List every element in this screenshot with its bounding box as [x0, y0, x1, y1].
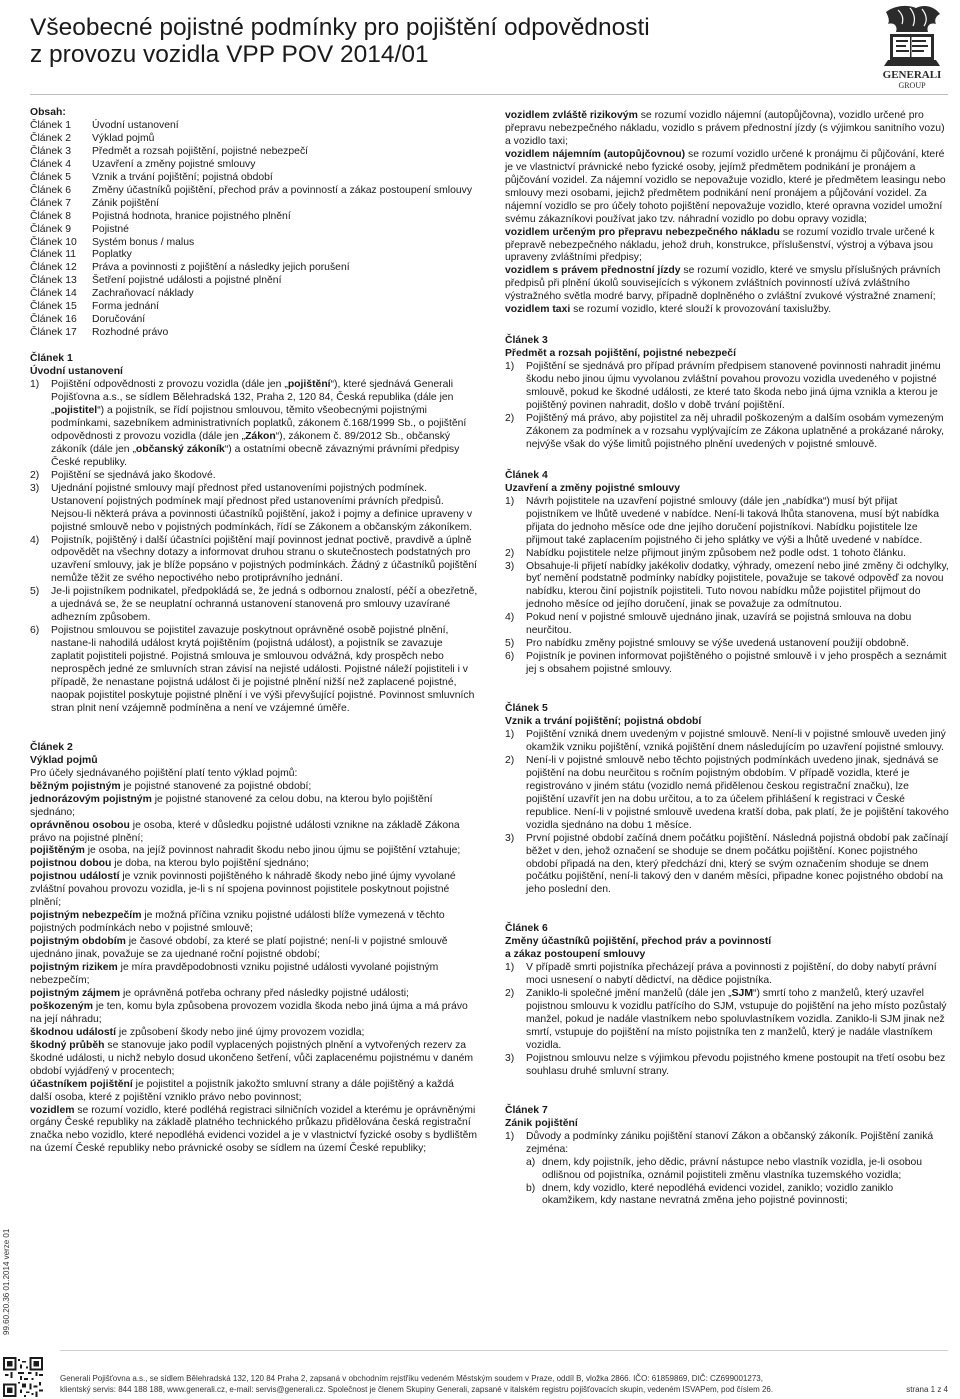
table-of-contents: [30, 107, 478, 340]
right-column: [505, 110, 950, 1208]
list-item: 2) Pojištění se sjednává jako škodové.: [30, 470, 478, 483]
toc-item-title: Doručování: [92, 314, 146, 326]
toc-item-title: Systém bonus / malus: [92, 236, 195, 248]
article-3: [505, 335, 950, 452]
list-item-text: Důvody a podmínky zániku pojištění stanoví Zákon a občanský zákoník. Pojištění zaniká zejména:: [526, 1130, 934, 1155]
toc-item[interactable]: [30, 120, 478, 133]
article-title: Předmět a rozsah pojištění, pojistné nebezpečí: [505, 348, 736, 360]
toc-item[interactable]: [30, 146, 478, 159]
definition: pojistnou dobou je doba, na kterou bylo pojištění sjednáno;: [30, 858, 309, 870]
toc-item-title: Forma jednání: [92, 301, 159, 313]
toc-item-number: Článek 3: [30, 145, 72, 157]
list-item: 1) Pojištění odpovědnosti z provozu vozidla (dále jen „pojištění“), které sjednává Generali Pojišťovna a.s., se sídlem Bělehradská 132, Praha 2, 120 84, Česká republika (dále jen „pojistitel“) a pojistník, se řídí pojistnou smlouvou, těmito všeobecnými pojistnými podmínkami, sazebníkem administrativních poplatků, zákonem č.168/1999 Sb., o pojištění odpovědnosti z provozu vozidla (dále jen „Zákon“), zákonem č. 89/2012 Sb., občanský zákoník (dále jen „občanský zákoník“) a ostatními obecně závaznými právními předpisy České republiky.: [30, 379, 478, 470]
toc-item[interactable]: [30, 314, 478, 327]
list-item-text: Pojištění odpovědnosti z provozu vozidla (dále jen „pojištění“), které sjednává Generali Pojišťovna a.s., se sídlem Bělehradská 132, Praha 2, 120 84, Česká republika (dále jen „pojistitel“) a pojistník, se řídí pojistnou smlouvou, těmito všeobecnými pojistnými podmínkami, sazebníkem administrativních poplatků, zákonem č.168/1999 Sb., o pojištění odpovědnosti z provozu vozidla (dále jen „Zákon“), zákonem č. 89/2012 Sb., občanský zákoník (dále jen „občanský zákoník“) a ostatními obecně závaznými právními předpisy České republiky.: [51, 379, 467, 468]
toc-item[interactable]: [30, 224, 478, 237]
definition: pojistným rizikem je míra pravděpodobnosti vzniku pojistné události vyvolané pojistným nebezpečím;: [30, 962, 439, 986]
toc-item-title: Pojistné: [92, 223, 129, 235]
document-code: 99.60.20.36 01.2014 verze 01: [2, 1228, 11, 1335]
definition: vozidlem zvláště rizikovým se rozumí vozidlo nájemní (autopůjčovna), vozidlo určené pro přepravu nebezpečného nákladu, vozidlo s právem přednostní jízdy (s výjimkou sanitního vozu) a vozidlo taxi;: [505, 110, 945, 147]
footer-divider: [60, 1350, 948, 1351]
definition: běžným pojistným je pojistné stanovené za pojistné období;: [30, 780, 312, 792]
list-item: 1) Pojištění se sjednává pro případ právním předpisem stanovené povinnosti nahradit jinému škodu nebo jinou újmu vyvolanou zvláštní povahou provozu vozidla uvedeného v pojistné smlouvě, pokud ke škodné události, ze které tato škoda nebo jiná újma vznikla a kterou je pojištěný povinen nahradit, došlo v době trvání pojištění.: [505, 361, 950, 413]
list-item-text: Ujednání pojistné smlouvy mají přednost před ustanoveními pojistných podmínek. Ustanovení pojistných podmínek mají přednost před ustanoveními právních předpisů. Nejsou-li některá práva a povinnosti účastníků pojištění, jakož i pojmy a definice upraveny v pojistné smlouvě nebo v pojistných podmínkách, řídí se Zákonem a občanským zákoníkem.: [51, 482, 473, 533]
list-item: 4) Pojistník, pojištěný i další účastníci pojištění mají povinnost jednat poctivě, pravdivě a úplně odpovědět na všechny dotazy a informovat druhou stranu o skutečnostech podstatných pro uzavření smlouvy, jak je blíže popsáno v pojistných podmínkách. Žádný z účastníků pojištění nemůže těžit ze svého nepoctivého nebo protiprávního jednání.: [30, 534, 478, 585]
list-item-text: Pojištěný má právo, aby pojistitel za něj uhradil poškozeným a dalším osobám vymezeným Zákonem za podmínek a v rozsahu vyplývajícím ze Zákona uplatněné a prokázané nároky, nejvýše však do výše limitů pojistného plnění uvedených v pojistné smlouvě.: [526, 412, 944, 450]
list-item-text: První pojistné období začíná dnem počátku pojištění. Následná pojistná období pak začínají běžet v den, jehož označení se shoduje se dnem počátku pojištění. Konec pojistného období připadá na den, který předchází dni, který se svým označením shoduje se dnem počátku pojištění, není-li takový den v daném měsíci, připadne konec pojistného období na jeho poslední den.: [526, 832, 949, 896]
list-item: 1) Důvody a podmínky zániku pojištění stanoví Zákon a občanský zákoník. Pojištění zaniká zejména:: [505, 1131, 950, 1157]
article-number: Článek 6: [505, 923, 548, 935]
toc-item-number: Článek 8: [30, 210, 72, 222]
toc-item[interactable]: [30, 249, 478, 262]
lion-logo-icon: [876, 4, 948, 90]
toc-item-title: Předmět a rozsah pojištění, pojistné nebezpečí: [92, 145, 309, 157]
list-item-text: Pojistník je povinen informovat pojištěného o pojistné smlouvě i v jeho prospěch a seznámit jej s obsahem pojistné smlouvy.: [526, 651, 947, 676]
article-title: Uzavření a změny pojistné smlouvy: [505, 482, 680, 494]
toc-item-title: Pojistná hodnota, hranice pojistného plnění: [92, 210, 291, 222]
list-item: 3) Pojistnou smlouvu nelze s výjimkou převodu pojistného kmene postoupit na třetí osobu bez souhlasu druhé smluvní strany.: [505, 1053, 950, 1079]
toc-list: [30, 120, 478, 340]
article-5: [505, 703, 950, 897]
list-item: 2) Zaniklo-li společné jmění manželů (dále jen „SJM“) smrtí toho z manželů, který uzavřel pojistnou smlouvu k vozidlu patřícího do SJM, vstupuje do pojištění na jeho místo pozůstalý manžel, pokud je nadále vlastníkem nebo spoluvlastníkem vozidla. Zaniklo-li SJM jinak než smrtí, vstupuje do pojištění na místo pojistníka ten z manželů, který je nadále vlastníkem vozidla.: [505, 988, 950, 1053]
list-item-text: Návrh pojistitele na uzavření pojistné smlouvy (dále jen „nabídka“) musí být přijat pojistníkem ve lhůtě uvedené v nabídce. Není-li taková lhůta stanovena, musí být nabídka přijata do jednoho měsíce ode dne jejího doručení pojistníkovi. Nabídku pojistitele lze přijmout také zaplacením pojistného či jeho splátky ve výši a lhůtě uvedené v nabídce.: [526, 495, 939, 546]
definition: pojistným obdobím je časové období, za které se platí pojistné; není-li v pojistné smlouvě ujednáno jinak, považuje se za ujednané roční pojistné období;: [30, 936, 448, 961]
article-number: Článek 5: [505, 703, 548, 715]
toc-item[interactable]: [30, 327, 478, 340]
list-item: 4) Pokud není v pojistné smlouvě ujednáno jinak, uzavírá se pojistná smlouva na dobu neurčitou.: [505, 612, 950, 638]
definition: oprávněnou osobou je osoba, které v důsledku pojistné události vznikne na základě Zákona právo na pojistné plnění;: [30, 819, 460, 844]
toc-item[interactable]: [30, 301, 478, 314]
list-item-text: Je-li pojistníkem podnikatel, předpokládá se, že jedná s odbornou znalostí, péčí a obezřetně, a ujednává se, že se neuplatní ochranná ustanovení stanovená pro smlouvy uzavírané adhezním způsobem.: [51, 586, 478, 624]
definition: pojištěným je osoba, na jejíž povinnost nahradit škodu nebo jinou újmu se pojištění vztahuje;: [30, 845, 461, 857]
toc-item[interactable]: [30, 275, 478, 288]
article-6: [505, 923, 950, 1078]
toc-item-number: Článek 5: [30, 171, 72, 183]
article-title: Úvodní ustanovení: [30, 366, 123, 378]
toc-item[interactable]: [30, 185, 478, 198]
definition: poškozeným je ten, komu byla způsobena provozem vozidla škoda nebo jiná újma a má právo na její náhradu;: [30, 1000, 468, 1025]
toc-item-title: Práva a povinnosti z pojištění a následky jejich porušení: [92, 262, 350, 274]
list-item-text: Pojištění se sjednává pro případ právním předpisem stanovené povinnosti nahradit jinému škodu nebo jinou újmu vyvolanou zvláštní povahou provozu vozidla uvedeného v pojistné smlouvě, pokud ke škodné události, ze které tato škoda nebo jiná újma vznikla a kterou je pojištěný povinen nahradit, došlo v době trvání pojištění.: [526, 361, 941, 412]
article-intro: Pro účely sjednávaného pojištění platí tento výklad pojmů:: [30, 767, 298, 779]
article-2: [30, 742, 478, 1157]
toc-item-number: Článek 11: [30, 249, 77, 261]
toc-item[interactable]: [30, 159, 478, 172]
sub-item: b) dnem, kdy vozidlo, které nepodléhá evidenci vozidel, zaniklo; vozidlo zaniklo okamžikem, kdy nastane nevratná změna jeho pojistné povinnosti;: [526, 1182, 894, 1207]
toc-item-title: Zachraňovací náklady: [92, 288, 194, 300]
list-item: 1) V případě smrti pojistníka přecházejí práva a povinnosti z pojištění, do doby nabytí právní moci usnesení o nabytí dědictví, na dědice pojistníka.: [505, 962, 950, 988]
list-item: 6) Pojistník je povinen informovat pojištěného o pojistné smlouvě i v jeho prospěch a seznámit jej s obsahem pojistné smlouvy.: [505, 651, 950, 677]
article-title: Výklad pojmů: [30, 754, 98, 766]
list-item-text: Pojistník, pojištěný i další účastníci pojištění mají povinnost jednat poctivě, pravdivě a úplně odpovědět na všechny dotazy a informovat druhou stranu o skutečnostech podstatných pro uzavření smlouvy, jak je blíže popsáno v pojistných podmínkách. Žádný z účastníků pojištění nemůže těžit ze svého nepoctivého nebo protiprávního jednání.: [51, 534, 478, 585]
toc-item-number: Článek 2: [30, 132, 72, 144]
article-4: [505, 470, 950, 677]
toc-item-title: Uzavření a změny pojistné smlouvy: [92, 158, 256, 170]
list-item: 1) Pojištění vzniká dnem uvedeným v pojistné smlouvě. Není-li v pojistné smlouvě uveden jiný okamžik vzniku pojištění, vzniká pojištění dnem následujícím po uzavření pojistné smlouvy.: [505, 729, 950, 755]
list-item-text: Pro nabídku změny pojistné smlouvy se výše uvedená ustanovení použijí obdobně.: [526, 638, 909, 650]
definition: vozidlem určeným pro přepravu nebezpečného nákladu se rozumí vozidlo trvale určené k přepravě nebezpečného nákladu, jehož druh, konstrukce, příslušenství, výstroj a výbava jsou upraveny zvláštními předpisy;: [505, 226, 935, 264]
list-item-text: Pojištění se sjednává jako škodové.: [51, 469, 216, 481]
toc-item-number: Článek 13: [30, 275, 77, 287]
toc-item-title: Změny účastníků pojištění, přechod práv a povinností a zákaz postoupení smlouvy: [92, 184, 473, 196]
list-item: 2) Není-li v pojistné smlouvě nebo těchto pojistných podmínkách uvedeno jinak, sjednává se pojištění na dobu neurčitou s ročním pojistným obdobím. V případě vozidla, které je registrováno v jiném státu (vozidlo nemá přidělenou českou registrační značku), lze pojištění uzavřít jen na dobu určitou, a to za účelem přihlášení k registraci v České republice. Není-li v pojistné smlouvě uvedena kratší doba, pak platí, že je pojištění takového vozidla sjednáno na dobu 1 měsíce.: [505, 754, 949, 831]
toc-item-number: Článek 15: [30, 301, 77, 313]
definition: škodný průběh se stanovuje jako podíl vyplacených pojistných plnění a vytvořených rezerv za škodné události, u nichž nebylo dosud ukončeno šetření, vůči zaplacenému pojistnému v daném období vyjádřený v procentech;: [30, 1039, 474, 1077]
article-number: Článek 7: [505, 1104, 548, 1116]
list-item-text: Obsahuje-li přijetí nabídky jakékoliv dodatky, výhrady, omezení nebo jiné změny či odchylky, byť nemění podstatně podmínky nabídky pojistitele, považuje se takové odpověď za novou nabídku, kterou činí pojistník pojistiteli. Tuto novou nabídku může pojistitel přijmout do jednoho měsíce od jejího doručení, jinak se považuje za odmítnutou.: [526, 560, 949, 611]
list-item: 3) Ujednání pojistné smlouvy mají přednost před ustanoveními pojistných podmínek. Ustanovení pojistných podmínek mají přednost před ustanoveními právních předpisů. Nejsou-li některá práva a povinnosti účastníků pojištění, jakož i pojmy a definice upraveny v pojistné smlouvě nebo v pojistných podmínkách, řídí se Zákonem a občanským zákoníkem.: [30, 483, 478, 535]
article-number: Článek 1: [30, 353, 73, 365]
article-title: Zánik pojištění: [505, 1117, 578, 1129]
toc-item-number: Článek 6: [30, 184, 72, 196]
definition: škodnou událostí je způsobení škody nebo jiné újmy provozem vozidla;: [30, 1026, 365, 1038]
toc-item[interactable]: [30, 198, 478, 211]
list-item-text: Není-li v pojistné smlouvě nebo těchto pojistných podmínkách uvedeno jinak, sjednává se pojištění na dobu neurčitou s ročním pojistným obdobím. V případě vozidla, které je registrováno v jiném státu (vozidlo nemá přidělenou českou registrační značku), lze pojištění uzavřít jen na dobu určitou, a to za účelem přihlášení k registraci v České republice. Není-li v pojistné smlouvě uvedena kratší doba, pak platí, že je pojištění takového vozidla sjednáno na dobu 1 měsíce.: [526, 754, 949, 831]
article-number: Článek 2: [30, 741, 73, 753]
list-item: 5) Pro nabídku změny pojistné smlouvy se výše uvedená ustanovení použijí obdobně.: [505, 638, 950, 651]
page-number: strana 1 z 4: [906, 1385, 948, 1394]
toc-item-title: Šetření pojistné události a pojistné plnění: [92, 275, 282, 287]
article-1: [30, 353, 478, 716]
toc-item-number: Článek 4: [30, 158, 72, 170]
header-divider: [30, 94, 948, 95]
toc-item[interactable]: [30, 133, 478, 146]
toc-item-title: Zánik pojištění: [92, 197, 159, 209]
toc-heading: Obsah:: [30, 107, 66, 118]
toc-item-number: Článek 12: [30, 262, 77, 274]
footer-line-1: Generali Pojišťovna a.s., se sídlem Bělehradská 132, 120 84 Praha 2, zapsaná v obchodním rejstříku vedeném Městským soudem v Praze, oddíl B, vložka 2866. IČO: 61859869, DIČ: CZ699001273,: [60, 1374, 763, 1383]
list-item-text: Pojistnou smlouvu nelze s výjimkou převodu pojistného kmene postoupit na třetí osobu bez souhlasu druhé smluvní strany.: [526, 1052, 946, 1077]
document-title: [30, 14, 850, 68]
list-item-text: Nabídku pojistitele nelze přijmout jiným způsobem než podle odst. 1 tohoto článku.: [526, 547, 907, 559]
list-item-text: Pokud není v pojistné smlouvě ujednáno jinak, uzavírá se pojistná smlouva na dobu neurčitou.: [526, 612, 912, 637]
toc-item-number: Článek 14: [30, 288, 77, 300]
left-column: [30, 107, 478, 1156]
article-title: Změny účastníků pojištění, přechod práv a povinností a zákaz postoupení smlouvy: [505, 936, 772, 961]
definition: jednorázovým pojistným je pojistné stanovené za celou dobu, na kterou bylo pojištění sjednáno;: [30, 793, 433, 818]
article-number: Článek 4: [505, 469, 548, 481]
toc-item-number: Článek 16: [30, 314, 77, 326]
definition: pojistným nebezpečím je možná příčina vzniku pojistné události blíže vymezená v těchto pojistných podmínkách nebo v pojistné smlouvě;: [30, 910, 445, 935]
article-2-continued: [505, 110, 950, 317]
toc-item-number: Článek 1: [30, 119, 72, 131]
toc-item[interactable]: [30, 288, 478, 301]
definition: pojistnou událostí je vznik povinnosti pojištěného k náhradě škody nebo jiné újmy vyvolané zvláštní povahou provozu vozidla, je-li s ní spojena povinnost pojistitele poskytnout pojistné plnění;: [30, 871, 456, 909]
generali-logo: [876, 4, 948, 90]
article-title: Vznik a trvání pojištění; pojistná období: [505, 716, 702, 728]
toc-item[interactable]: [30, 237, 478, 250]
list-item-text: Pojištění vzniká dnem uvedeným v pojistné smlouvě. Není-li v pojistné smlouvě uveden jiný okamžik vzniku pojištění, vzniká pojištění dnem následujícím po uzavření pojistné smlouvy.: [526, 728, 946, 753]
logo-group-text: GROUP: [898, 81, 926, 90]
list-item-text: Zaniklo-li společné jmění manželů (dále jen „SJM“) smrtí toho z manželů, který uzavřel pojistnou smlouvu k vozidlu patřícího do SJM, vstupuje do pojištění na jeho místo pozůstalý manžel, pokud je nadále vlastníkem nebo spoluvlastníkem vozidla. Zaniklo-li SJM jinak než smrtí, vstupuje do pojištění na místo pojistníka ten z manželů, který je nadále vlastníkem vozidla.: [526, 988, 947, 1051]
toc-item-title: Úvodní ustanovení: [92, 119, 179, 131]
sub-item: a) dnem, kdy pojistník, jeho dědic, právní nástupce nebo vlastník vozidla, je-li osobou odlišnou od pojistníka, oznámil pojistiteli změnu vlastníka tuzemského vozidla;: [526, 1156, 923, 1181]
list-item: 3) Obsahuje-li přijetí nabídky jakékoliv dodatky, výhrady, omezení nebo jiné změny či odchylky, byť nemění podstatně podmínky nabídky pojistitele, považuje se takové odpověď za novou nabídku, kterou činí pojistník pojistiteli. Tuto novou nabídku může pojistitel přijmout do jednoho měsíce od jejího doručení, jinak se považuje za odmítnutou.: [505, 560, 949, 611]
toc-item-title: Výklad pojmů: [92, 132, 155, 144]
toc-item-title: Rozhodné právo: [92, 327, 169, 339]
list-item: 2) Pojištěný má právo, aby pojistitel za něj uhradil poškozeným a dalším osobám vymezeným Zákonem za podmínek a v rozsahu vyplývajícím ze Zákona uplatněné a prokázané nároky, nejvýše však do výše limitů pojistného plnění uvedených v pojistné smlouvě.: [505, 413, 950, 452]
toc-item[interactable]: [30, 172, 478, 185]
list-item: 6) Pojistnou smlouvou se pojistitel zavazuje poskytnout oprávněné osobě pojistné plnění, nastane-li nahodilá událost krytá pojištěním (pojistná událost), a pojistník se zavazuje zaplatit pojistiteli pojistné. Pojistná smlouva je smlouvou odvážná, kdy prospěch nebo neprospěch jedné ze smluvních stran závisí na nejisté události. Pojistné náleží pojistiteli i v případě, že nenastane pojistná událost či je pojistné plnění nižší než zaplacené pojistné, naopak pojistitel poskytuje pojistné plnění i ve výši převyšující pojistné. Povinnost smluvních stran plnit není vzájemně podmíněna a není ve vzájemné úměře.: [30, 625, 478, 716]
logo-brand-text: GENERALI: [882, 69, 942, 81]
footer-line-2: klientský servis: 844 188 188, www.generali.cz, e-mail: servis@generali.cz. Společnost je členem Skupiny Generali, zapsané v italském registru pojišťovacích skupin, vedeném ISVAPem, pod číslem 26.: [60, 1385, 774, 1394]
definition: vozidlem taxi se rozumí vozidlo, které slouží k provozování taxislužby.: [505, 304, 832, 316]
article-7: [505, 1105, 950, 1209]
qr-code: [3, 1357, 43, 1397]
list-item-text: V případě smrti pojistníka přecházejí práva a povinnosti z pojištění, do doby nabytí právní moci usnesení o nabytí dědictví, na dědice pojistníka.: [526, 962, 937, 987]
definition: vozidlem se rozumí vozidlo, které podléhá registraci silničních vozidel a kterému je oprávněnými orgány České republiky na základě platného technického průkazu přidělována česká registrační značka nebo vozidlo, které nepodléhá evidenci vozidel a je v vlastnictví fyzické osoby s bydlištěm na území České republiky nebo právnické osoby se sídlem na území České republiky;: [30, 1104, 478, 1155]
toc-item-number: Článek 9: [30, 223, 72, 235]
toc-item-number: Článek 10: [30, 236, 77, 248]
list-item: 5) Je-li pojistníkem podnikatel, předpokládá se, že jedná s odbornou znalostí, péčí a obezřetně, a ujednává se, že se neuplatní ochranná ustanovení stanovená pro smlouvy uzavírané adhezním způsobem.: [30, 586, 478, 624]
toc-item-title: Poplatky: [92, 249, 132, 261]
toc-item[interactable]: [30, 262, 478, 275]
list-item-text: Pojistnou smlouvou se pojistitel zavazuje poskytnout oprávněné osobě pojistné plnění, nastane-li nahodilá událost krytá pojištěním (pojistná událost), a pojistník se zavazuje zaplatit pojistiteli pojistné. Pojistná smlouva je smlouvou odvážná, kdy prospěch nebo neprospěch jedné ze smluvních stran závisí na nejisté události. Pojistné náleží pojistiteli i v případě, že nenastane pojistná událost či je pojistné plnění nižší než zaplacené pojistné, naopak pojistitel poskytuje pojistné plnění i ve výši převyšující pojistné. Povinnost smluvních stran plnit není vzájemně podmíněna a není ve vzájemné úměře.: [51, 625, 475, 714]
toc-item-title: Vznik a trvání pojištění; pojistná období: [92, 171, 273, 183]
toc-item[interactable]: [30, 211, 478, 224]
article-number: Článek 3: [505, 335, 548, 347]
list-item: 3) První pojistné období začíná dnem počátku pojištění. Následná pojistná období pak začínají běžet v den, jehož označení se shoduje se dnem počátku pojištění. Konec pojistného období připadá na den, který předchází dni, který se svým označením shoduje se dnem počátku pojištění, není-li takový den v daném měsíci, připadne konec pojistného období na jeho poslední den.: [505, 832, 949, 896]
page-footer: [60, 1373, 948, 1395]
definition: vozidlem s právem přednostní jízdy se rozumí vozidlo, které ve smyslu příslušných právních předpisů při plnění úkolů souvisejících s výkonem zvláštních povinností užívá zvláštního výstražného světla modré barvy, případně doplněného o zvláštní zvukové výstražné znamení;: [505, 265, 941, 303]
toc-item-number: Článek 17: [30, 327, 77, 339]
qr-code-icon: [3, 1357, 43, 1397]
definition: pojistným zájmem je oprávněná potřeba ochrany před následky pojistné události;: [30, 987, 409, 999]
definition: účastníkem pojištění je pojistitel a pojistník jakožto smluvní strany a dále pojištěný a každá další osoba, které z pojištění vzniklo právo nebo povinnost;: [30, 1078, 454, 1103]
title-line-1: Všeobecné pojistné podmínky pro pojištění odpovědnosti: [30, 14, 650, 41]
title-line-2: z provozu vozidla VPP POV 2014/01: [30, 41, 429, 68]
list-item: 2) Nabídku pojistitele nelze přijmout jiným způsobem než podle odst. 1 tohoto článku.: [505, 548, 950, 561]
toc-item-number: Článek 7: [30, 197, 72, 209]
definition: vozidlem nájemním (autopůjčovnou) se rozumí vozidlo určené k pronájmu či půjčování, které je ve vlastnictví právnické nebo fyzické osoby, jejímž předmětem podnikání je pronájem a půjčování vozidel. Za nájemní vozidlo se nepovažuje vozidlo, které je předmětem leasingu nebo smlouvy mezi osobami, jejichž předmětem podnikání není pronájem a půjčování vozidel. Za nájemní vozidlo se pro účely tohoto pojištění nepovažuje vozidlo, které opravna vozidel umožní svému zákazníkovi používat jako tzv. náhradní vozidlo po dobu opravy vozidla;: [505, 148, 946, 225]
list-item: 1) Návrh pojistitele na uzavření pojistné smlouvy (dále jen „nabídka“) musí být přijat pojistníkem ve lhůtě uvedené v nabídce. Není-li taková lhůta stanovena, musí být nabídka přijata do jednoho měsíce ode dne jejího doručení pojistníkovi. Nabídku pojistitele lze přijmout také zaplacením pojistného či jeho splátky ve výši a lhůtě uvedené v nabídce.: [505, 496, 950, 548]
